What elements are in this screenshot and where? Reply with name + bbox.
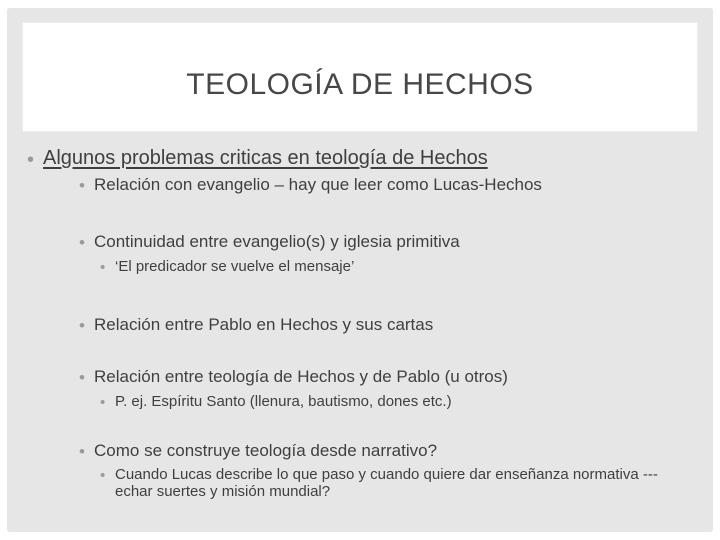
main-point-text: Algunos problemas criticas en teología de Hechos bbox=[43, 147, 488, 169]
point-continuidad: Continuidad entre evangelio(s) y iglesia primitiva bbox=[94, 232, 460, 251]
subpoint-predicador: ‘El predicador se vuelve el mensaje’ bbox=[115, 258, 355, 275]
bullet-icon: • bbox=[79, 316, 85, 335]
slide bbox=[7, 8, 713, 532]
bullet-icon: • bbox=[100, 394, 106, 411]
bullet-icon: • bbox=[100, 259, 106, 276]
bullet-icon: • bbox=[79, 368, 85, 387]
bullet-icon: • bbox=[79, 442, 85, 461]
slide-title: TEOLOGÍA DE HECHOS bbox=[186, 68, 534, 101]
subpoint-lucas-describe: Cuando Lucas describe lo que paso y cuando quiere dar enseñanza normativa --- echar suertes y misión mundial? bbox=[115, 466, 658, 500]
main-point bbox=[43, 147, 488, 170]
bullet-icon: • bbox=[27, 149, 35, 171]
point-narrativo: Como se construye teología desde narrativo? bbox=[94, 441, 438, 460]
bullet-icon: • bbox=[79, 233, 85, 252]
bullet-icon: • bbox=[79, 176, 85, 195]
bullet-icon: • bbox=[100, 467, 106, 484]
point-teologia-pablo: Relación entre teología de Hechos y de Pablo (u otros) bbox=[94, 367, 508, 386]
slide-content bbox=[7, 8, 713, 532]
subpoint-espiritu-santo: P. ej. Espíritu Santo (llenura, bautismo, dones etc.) bbox=[115, 393, 452, 410]
point-relacion-evangelio: Relación con evangelio – hay que leer como Lucas-Hechos bbox=[94, 175, 542, 194]
point-pablo-cartas: Relación entre Pablo en Hechos y sus cartas bbox=[94, 315, 434, 334]
